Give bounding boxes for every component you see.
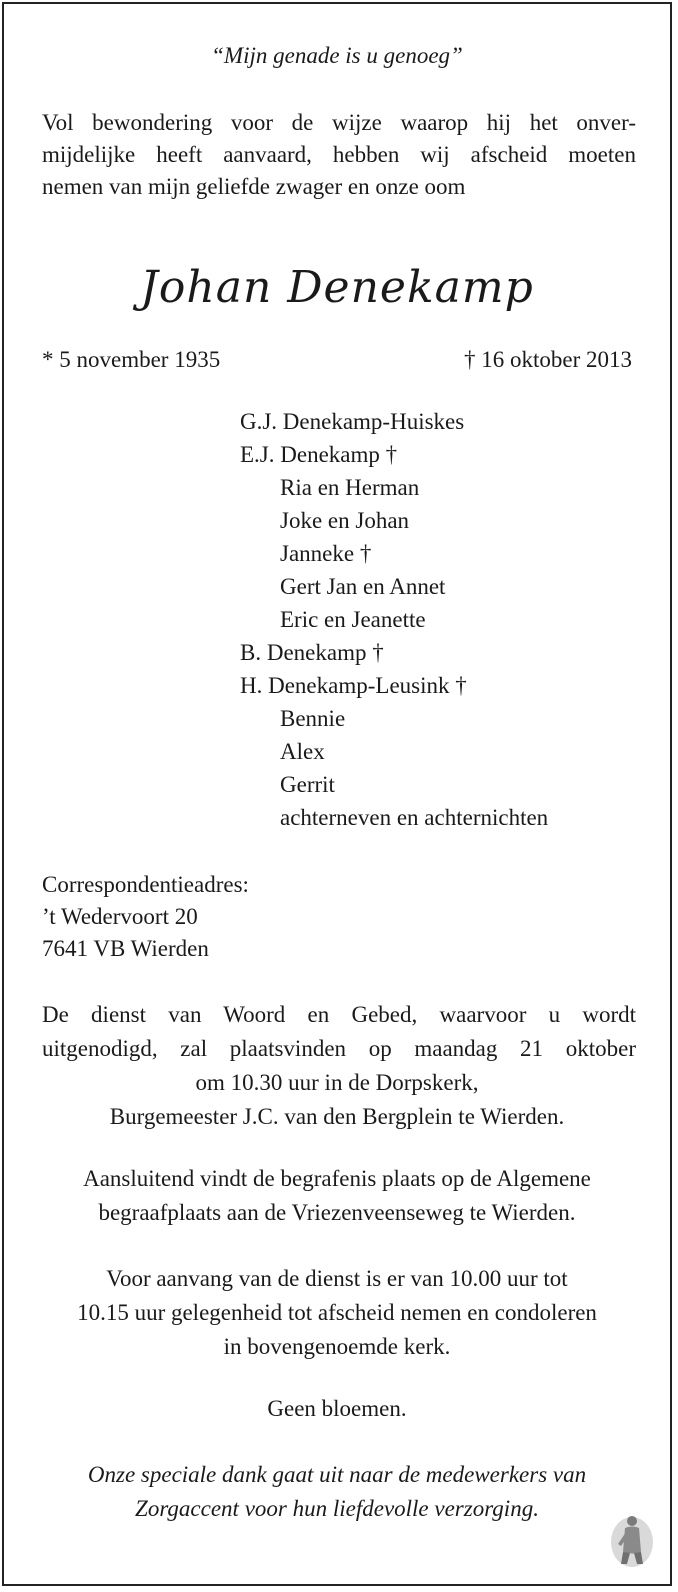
address-city: 7641 VB Wierden — [42, 936, 209, 961]
family-member: Ria en Herman — [280, 475, 420, 500]
thanks-line: Onze speciale dank gaat uit naar de medewerkers van — [87, 1462, 587, 1487]
family-member: achterneven en achternichten — [280, 805, 549, 830]
no-flowers-note: Geen bloemen. — [267, 1396, 407, 1421]
intro-line: nemen van mijn geliefde zwager en onze oom — [42, 174, 466, 199]
farewell-line: 10.15 uur gelegenheid tot afscheid nemen en condoleren — [77, 1300, 597, 1325]
family-member: Gerrit — [280, 772, 335, 797]
family-member: B. Denekamp † — [240, 640, 384, 665]
intro-line: Vol bewondering voor de wijze waarop hij het onver- — [42, 110, 636, 135]
address-heading: Correspondentieadres: — [42, 872, 249, 897]
family-member: Gert Jan en Annet — [280, 574, 446, 599]
motto: “Mijn genade is u genoeg” — [211, 43, 463, 68]
burial-line: Aansluitend vindt de begrafenis plaats op de Algemene — [83, 1166, 591, 1191]
family-member: Janneke † — [280, 541, 372, 566]
family-member: Joke en Johan — [280, 508, 410, 533]
service-line: Burgemeester J.C. van den Bergplein te Wierden. — [109, 1104, 565, 1129]
family-member: Bennie — [280, 706, 346, 731]
service-line: om 10.30 uur in de Dorpskerk, — [195, 1070, 479, 1095]
address-street: ’t Wedervoort 20 — [42, 904, 198, 929]
family-member: Eric en Jeanette — [280, 607, 426, 632]
family-member: G.J. Denekamp-Huiskes — [240, 409, 465, 434]
death-date: † 16 oktober 2013 — [463, 347, 632, 372]
memorial-figure-icon — [610, 1508, 654, 1568]
deceased-name: Johan Denekamp — [140, 262, 534, 313]
intro-line: mijdelijke heeft aanvaard, hebben wij afscheid moeten — [42, 142, 636, 167]
family-member: H. Denekamp-Leusink † — [240, 673, 467, 698]
burial-line: begraafplaats aan de Vriezenveenseweg te Wierden. — [98, 1200, 576, 1225]
service-line: De dienst van Woord en Gebed, waarvoor u wordt — [42, 1002, 636, 1027]
service-line: uitgenodigd, zal plaatsvinden op maandag 21 oktober — [42, 1036, 636, 1061]
thanks-line: Zorgaccent voor hun liefdevolle verzorging. — [135, 1496, 539, 1521]
farewell-line: in bovengenoemde kerk. — [223, 1334, 451, 1359]
farewell-line: Voor aanvang van de dienst is er van 10.00 uur tot — [106, 1266, 568, 1291]
family-member: E.J. Denekamp † — [240, 442, 398, 467]
family-member: Alex — [280, 739, 325, 764]
birth-date: * 5 november 1935 — [42, 347, 221, 372]
obituary-card — [2, 2, 672, 1586]
